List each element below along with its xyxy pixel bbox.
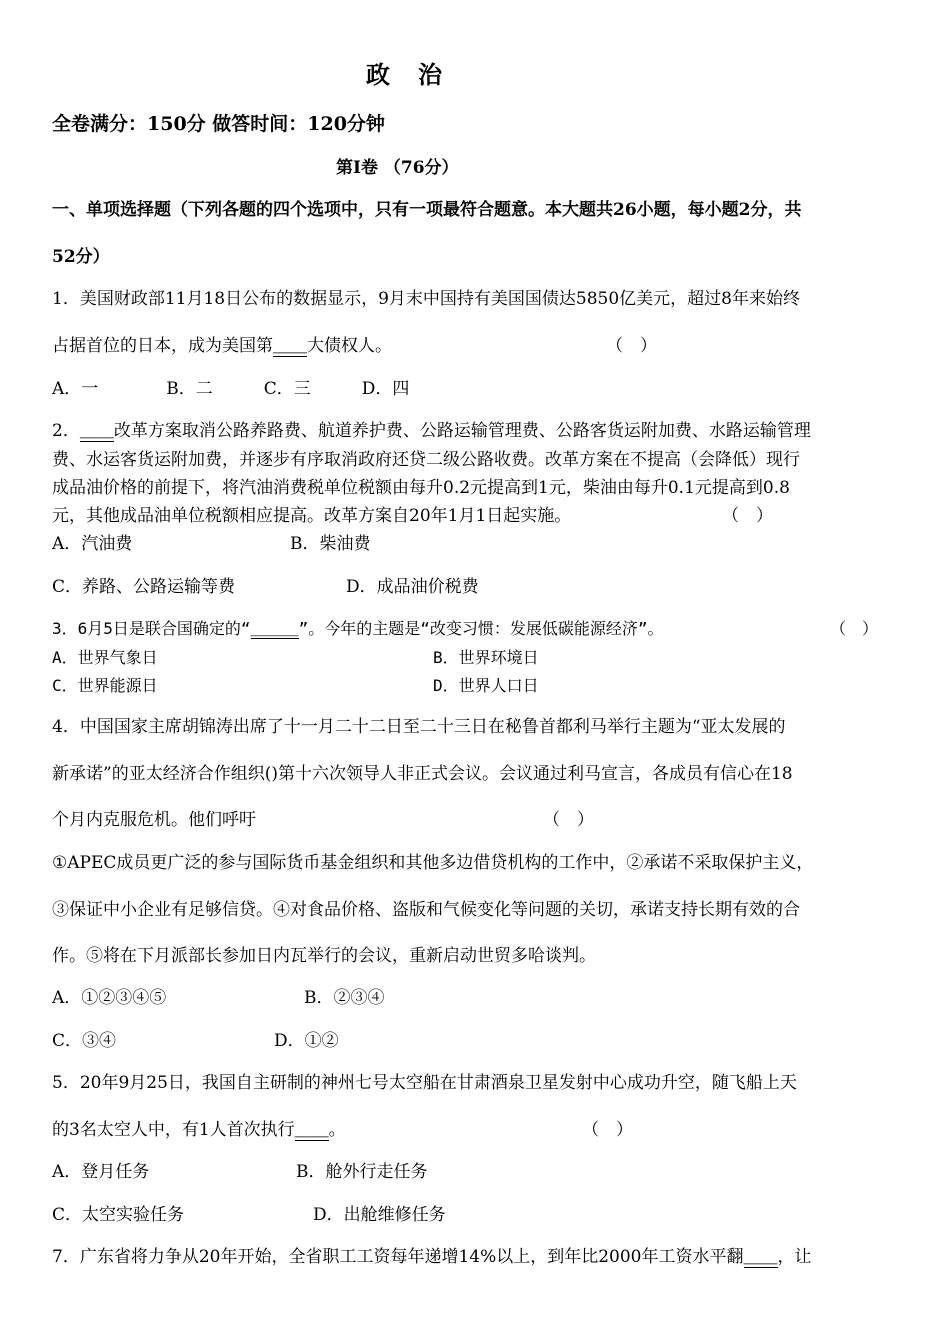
q5-text-line1: 5．20年9月25日，我国自主研制的神州七号太空船在甘肃酒泉卫星发射中心成功升空，随飞船上天 — [52, 1073, 797, 1093]
q2-text-line4: 元，其他成品油单位税额相应提高。改革方案自20年1月1日起实施。 — [52, 506, 572, 526]
q1-text-b: 大债权人。 — [307, 336, 392, 356]
q1-text-line2 — [52, 335, 392, 357]
q4-text-line2: 新承诺”的亚太经济合作组织()第十六次领导人非正式会议。会议通过利马宣言，各成员有信心在18 — [52, 764, 793, 784]
q3-text-line1 — [52, 618, 663, 640]
q2-text-a: 改革方案取消公路养路费、航道养护费、公路运输管理费、公路客货运附加费、水路运输管理 — [113, 421, 811, 441]
q3-option-c: C．世界能源日 — [52, 676, 158, 695]
q1-options: A．一 B．二 C．三 D．四 — [52, 379, 410, 399]
q4-answer-paren: （ ） — [543, 810, 594, 830]
part-heading: 第Ⅰ卷 （76分） — [336, 158, 459, 178]
q7-text-b: ，让 — [777, 1247, 812, 1267]
q3-option-b: B．世界环境日 — [433, 648, 539, 667]
q5-text-a: 的3名太空人中，有1人首次执行 — [52, 1120, 295, 1140]
q5-option-b: B．舱外行走任务 — [296, 1162, 428, 1182]
section-heading: 一、单项选择题（下列各题的四个选项中，只有一项最符合题意。本大题共26小题，每小题2分，共 — [52, 200, 802, 220]
q1-answer-paren: （ ） — [606, 336, 657, 356]
q2-answer-paren: （ ） — [722, 506, 773, 526]
q1-text-line1: 1．美国财政部11月18日公布的数据显示，9月末中国持有美国国债达5850亿美元，超过8年来始终 — [52, 289, 800, 309]
q7-text-a: 7．广东省将力争从20年开始，全省职工工资每年递增14%以上，到年比2000年工资水平翻 — [52, 1247, 744, 1267]
q3-answer-paren: （ ） — [830, 619, 879, 638]
q3-text-a: 3．6月5日是联合国确定的“ — [52, 619, 251, 638]
q5-answer-paren: （ ） — [582, 1120, 633, 1140]
q4-text-line1: 4．中国国家主席胡锦涛出席了十一月二十二日至二十三日在秘鲁首都利马举行主题为“亚太发展的 — [52, 717, 786, 737]
q7-blank: ＿＿ — [743, 1247, 778, 1267]
q4-option-b: B．②③④ — [304, 988, 385, 1008]
q4-text-line4: ①APEC成员更广泛的参与国际货币基金组织和其他多边借贷机构的工作中，②承诺不采取保护主义， — [52, 853, 814, 873]
q3-option-a: A．世界气象日 — [52, 648, 158, 667]
q4-text-line5: ③保证中小企业有足够信贷。④对食品价格、盗版和气候变化等问题的关切，承诺支持长期有效的合 — [52, 900, 800, 920]
q5-option-c: C．太空实验任务 — [52, 1205, 185, 1225]
q2-option-a: A．汽油费 — [52, 534, 133, 554]
q1-text-a: 占据首位的日本，成为美国第 — [52, 336, 273, 356]
q7-text-line1 — [52, 1246, 812, 1268]
q5-text-b: 。 — [328, 1120, 346, 1140]
q4-option-c: C．③④ — [52, 1031, 117, 1051]
q2-option-c: C．养路、公路运输等费 — [52, 577, 236, 597]
q1-blank: ＿＿ — [273, 336, 307, 356]
q2-text-line1 — [52, 420, 811, 442]
q3-blank: ＿＿＿ — [250, 619, 299, 638]
q2-text-line3: 成品油价格的前提下，将汽油消费税单位税额由每升0.2元提高到1元，柴油由每升0.1元提高到0.8 — [52, 478, 790, 498]
q5-option-a: A．登月任务 — [52, 1162, 150, 1182]
page-title: 政 治 — [366, 60, 444, 89]
q4-text-line3: 个月内克服危机。他们呼吁 — [52, 810, 256, 830]
q3-text-b: ”。今年的主题是“改变习惯：发展低碳能源经济”。 — [298, 619, 664, 638]
q4-option-a: A．①②③④⑤ — [52, 988, 167, 1008]
q5-text-line2 — [52, 1119, 346, 1141]
q4-option-d: D．①② — [274, 1031, 339, 1051]
q5-blank: ＿＿ — [294, 1120, 329, 1140]
section-heading-cont: 52分） — [52, 247, 110, 267]
exam-info: 全卷满分：150分 做答时间：120分钟 — [52, 113, 385, 135]
q2-blank: ＿＿ — [79, 421, 114, 441]
q2-number: 2． — [52, 421, 80, 441]
q5-option-d: D．出舱维修任务 — [313, 1205, 446, 1225]
q2-text-line2: 费、水运客货运附加费，并逐步有序取消政府还贷二级公路收费。改革方案在不提高（会降低）现行 — [52, 450, 800, 470]
q3-option-d: D．世界人口日 — [433, 676, 539, 695]
q4-text-line6: 作。⑤将在下月派部长参加日内瓦举行的会议，重新启动世贸多哈谈判。 — [52, 946, 596, 966]
q2-option-d: D．成品油价税费 — [346, 577, 479, 597]
q2-option-b: B．柴油费 — [290, 534, 371, 554]
